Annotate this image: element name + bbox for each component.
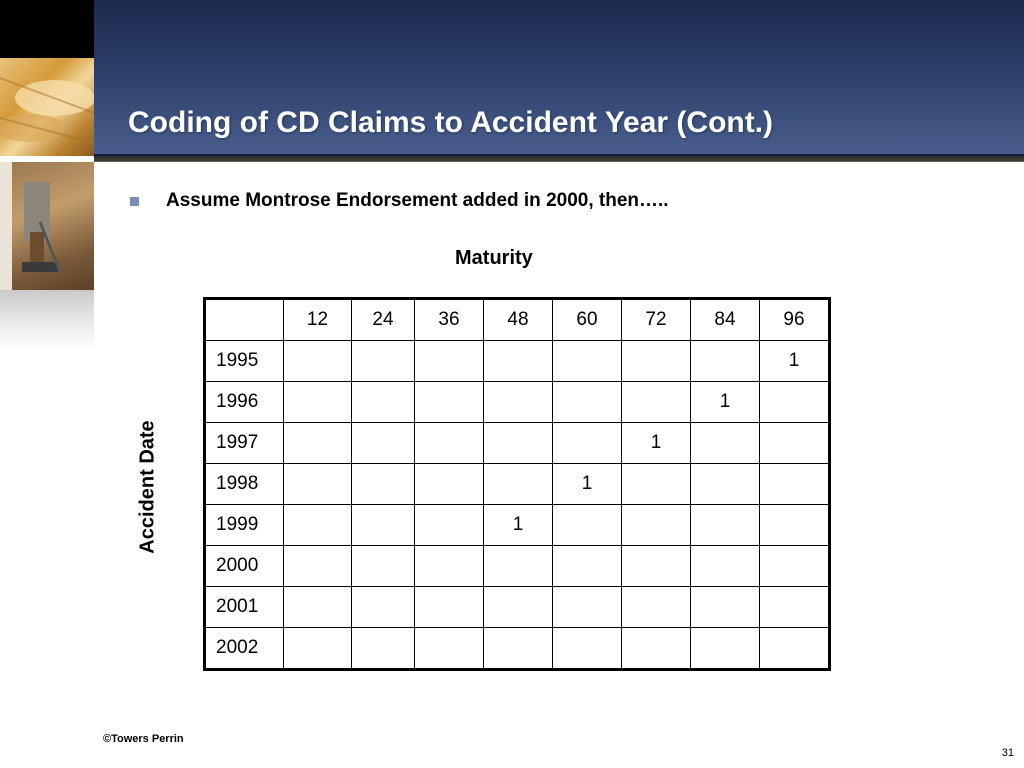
row-label-cell: 1996 bbox=[205, 382, 284, 423]
table-cell bbox=[691, 464, 760, 505]
row-label-cell: 2002 bbox=[205, 628, 284, 670]
table-cell bbox=[352, 423, 415, 464]
table-row bbox=[205, 505, 830, 546]
table-cell: 1 bbox=[553, 464, 622, 505]
table-cell bbox=[760, 546, 830, 587]
table-cell bbox=[352, 382, 415, 423]
maturity-label: Maturity bbox=[455, 247, 533, 269]
table-cell bbox=[284, 382, 352, 423]
header-cell bbox=[205, 299, 284, 341]
table-cell bbox=[691, 423, 760, 464]
table-cell bbox=[622, 546, 691, 587]
table-header-row bbox=[205, 299, 830, 341]
table-cell bbox=[284, 546, 352, 587]
table-cell bbox=[622, 587, 691, 628]
table-cell bbox=[484, 423, 553, 464]
table-cell bbox=[622, 628, 691, 670]
header-cell: 12 bbox=[284, 299, 352, 341]
row-label-cell: 2001 bbox=[205, 587, 284, 628]
table-cell bbox=[760, 423, 830, 464]
footer-copyright: ©Towers Perrin bbox=[103, 733, 184, 745]
header-cell: 24 bbox=[352, 299, 415, 341]
row-label-cell: 1998 bbox=[205, 464, 284, 505]
slide-title: Coding of CD Claims to Accident Year (Cont.) bbox=[128, 106, 774, 139]
table-cell bbox=[622, 505, 691, 546]
table-cell bbox=[760, 505, 830, 546]
header-cell: 84 bbox=[691, 299, 760, 341]
table-cell bbox=[415, 423, 484, 464]
table-cell bbox=[484, 628, 553, 670]
row-label-cell: 1995 bbox=[205, 341, 284, 382]
table-cell bbox=[284, 505, 352, 546]
table-cell bbox=[352, 628, 415, 670]
row-label-cell: 2000 bbox=[205, 546, 284, 587]
table-cell bbox=[691, 341, 760, 382]
table-cell bbox=[691, 505, 760, 546]
table-cell bbox=[352, 505, 415, 546]
row-label-cell: 1999 bbox=[205, 505, 284, 546]
table-cell bbox=[484, 382, 553, 423]
table-cell bbox=[760, 628, 830, 670]
table-cell bbox=[415, 464, 484, 505]
table-cell bbox=[415, 628, 484, 670]
table-row bbox=[205, 382, 830, 423]
table-cell bbox=[415, 546, 484, 587]
table-cell bbox=[622, 464, 691, 505]
table-cell bbox=[553, 341, 622, 382]
square-bullet-icon bbox=[130, 197, 139, 206]
table-cell bbox=[553, 505, 622, 546]
table-cell bbox=[760, 587, 830, 628]
header-cell: 96 bbox=[760, 299, 830, 341]
table-cell bbox=[691, 587, 760, 628]
table-cell: 1 bbox=[484, 505, 553, 546]
accident-date-label: Accident Date bbox=[136, 420, 159, 554]
table-cell bbox=[553, 628, 622, 670]
table-cell bbox=[284, 587, 352, 628]
table-row bbox=[205, 628, 830, 670]
construction-photo bbox=[0, 162, 94, 290]
table-cell bbox=[415, 341, 484, 382]
table-cell bbox=[352, 546, 415, 587]
table-cell: 1 bbox=[691, 382, 760, 423]
table-cell: 1 bbox=[622, 423, 691, 464]
photo-fade bbox=[0, 290, 94, 350]
table-cell bbox=[284, 628, 352, 670]
table-cell bbox=[760, 464, 830, 505]
table-cell bbox=[691, 628, 760, 670]
header-cell: 36 bbox=[415, 299, 484, 341]
row-label-cell: 1997 bbox=[205, 423, 284, 464]
table-cell bbox=[415, 382, 484, 423]
table-row bbox=[205, 464, 830, 505]
header-cell: 60 bbox=[553, 299, 622, 341]
table-row bbox=[205, 587, 830, 628]
table-cell bbox=[415, 587, 484, 628]
table-cell bbox=[484, 587, 553, 628]
table-row bbox=[205, 423, 830, 464]
table-cell bbox=[484, 341, 553, 382]
table-cell bbox=[284, 464, 352, 505]
table-cell bbox=[622, 341, 691, 382]
table-row bbox=[205, 546, 830, 587]
blueprint-photo bbox=[0, 58, 94, 156]
table-cell: 1 bbox=[760, 341, 830, 382]
header-cell: 48 bbox=[484, 299, 553, 341]
table-cell bbox=[284, 341, 352, 382]
table-cell bbox=[352, 587, 415, 628]
header-divider-accent bbox=[94, 158, 1024, 161]
claims-table bbox=[203, 297, 831, 671]
table-row bbox=[205, 341, 830, 382]
table-cell bbox=[284, 423, 352, 464]
table-cell bbox=[553, 587, 622, 628]
table-cell bbox=[352, 464, 415, 505]
page-number: 31 bbox=[1001, 747, 1014, 759]
table-cell bbox=[553, 382, 622, 423]
header-cell: 72 bbox=[622, 299, 691, 341]
table-cell bbox=[553, 546, 622, 587]
corner-block bbox=[0, 0, 94, 58]
table-cell bbox=[484, 546, 553, 587]
table-cell bbox=[760, 382, 830, 423]
table-cell bbox=[553, 423, 622, 464]
table-cell bbox=[484, 464, 553, 505]
table-cell bbox=[352, 341, 415, 382]
bullet-text: Assume Montrose Endorsement added in 2000, then….. bbox=[166, 190, 669, 211]
table-cell bbox=[622, 382, 691, 423]
table-cell bbox=[691, 546, 760, 587]
table-cell bbox=[415, 505, 484, 546]
